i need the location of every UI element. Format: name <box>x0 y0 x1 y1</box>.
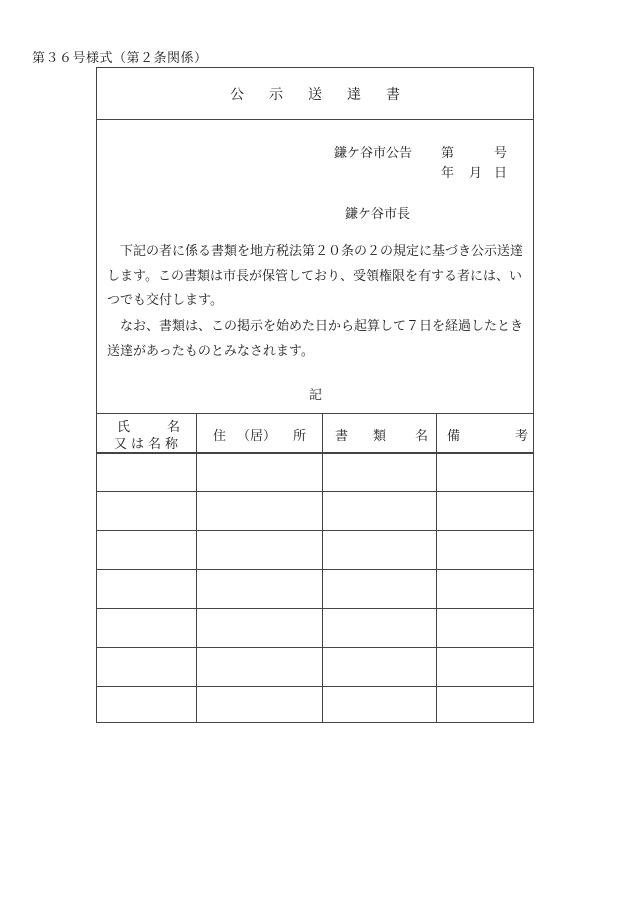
number-go: 号 <box>494 146 508 161</box>
col-address-header-a: 住 <box>213 429 227 444</box>
notice-paragraph-1: 下記の者に係る書類を地方税法第２０条の２の規定に基づき公示送達します。この書類は市長が保管しており、受領権限を有する者には、いつでも交付します。 <box>107 244 524 308</box>
col-name-header-line2: 又は名称 <box>114 437 183 452</box>
col-address-header-c: 所 <box>293 429 307 444</box>
date-month: 月 <box>469 166 483 181</box>
table-col-line <box>196 413 197 723</box>
table-row-line <box>97 491 533 492</box>
form-title: 公示送達書 <box>230 86 425 103</box>
col-name-header-a: 氏 <box>117 420 131 435</box>
col-document-header-c: 名 <box>415 429 429 444</box>
notice-form <box>96 67 534 723</box>
ki-label: 記 <box>309 388 323 403</box>
col-name-header-b: 名 <box>167 420 181 435</box>
number-dai: 第 <box>441 146 455 161</box>
col-remarks-header-b: 考 <box>515 429 529 444</box>
title-row <box>97 68 533 120</box>
recipients-table <box>97 413 533 723</box>
form-number-label: 第３６号様式（第２条関係） <box>32 51 208 66</box>
table-row-line <box>97 647 533 648</box>
col-document-header-a: 書 <box>335 429 349 444</box>
notice-paragraph-2: なお、書類は、この掲示を始めた日から起算して７日を経過したとき送達があったものとみなされます。 <box>107 319 524 359</box>
col-address-header-b: （居） <box>237 429 277 444</box>
table-col-line <box>322 413 323 723</box>
table-header-line <box>97 452 533 454</box>
table-top-line <box>97 413 533 414</box>
table-row-line <box>97 569 533 570</box>
notice-number-prefix: 鎌ケ谷市公告 <box>334 146 413 161</box>
table-row-line <box>97 530 533 531</box>
date-year: 年 <box>441 166 455 181</box>
table-row-line <box>97 608 533 609</box>
table-row-line <box>97 686 533 687</box>
col-remarks-header-a: 備 <box>447 429 461 444</box>
date-day: 日 <box>494 166 508 181</box>
issuer-name: 鎌ケ谷市長 <box>345 207 411 222</box>
col-document-header-b: 類 <box>373 429 387 444</box>
table-col-line <box>436 413 437 723</box>
